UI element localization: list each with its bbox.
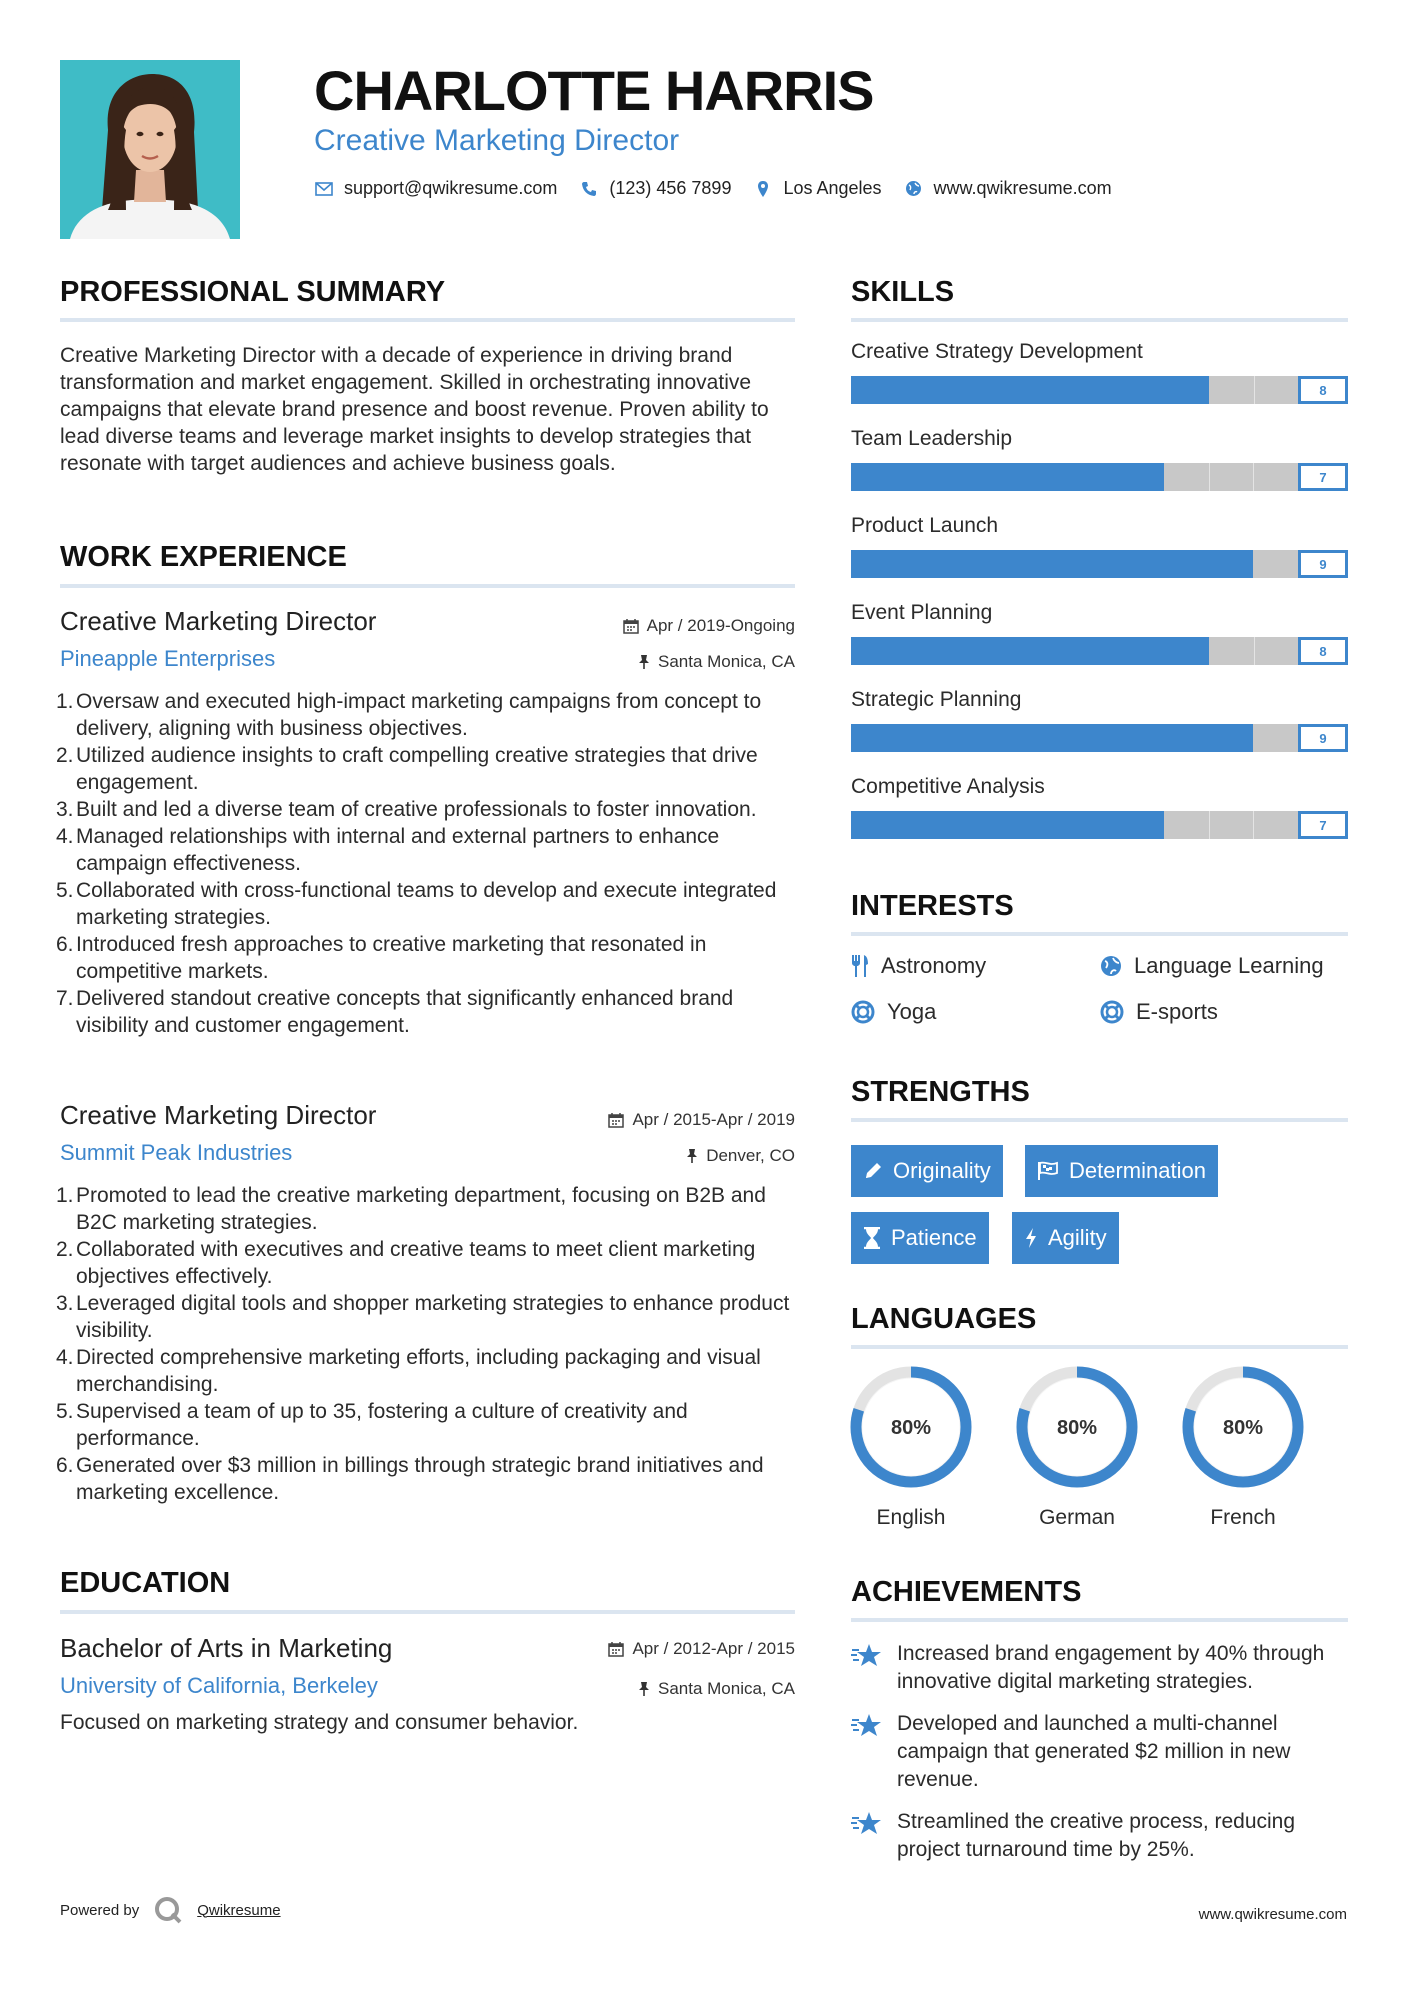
bullet-text: Promoted to lead the creative marketing department, focusing on B2B and B2C marketing strategies. [76, 1184, 766, 1234]
achievement-text: Increased brand engagement by 40% through innovative digital marketing strategies. [897, 1642, 1325, 1693]
interest-item-language-learning [1100, 953, 1324, 979]
skill-level-box: 7 [1298, 463, 1348, 491]
skill-bar-tick [1254, 637, 1255, 665]
experience-divider [60, 584, 795, 588]
skill-item [851, 514, 1348, 578]
skill-item [851, 427, 1348, 491]
skill-level-box: 7 [1298, 811, 1348, 839]
languages-list [849, 1365, 1349, 1535]
skill-bar [851, 724, 1348, 752]
skill-bar [851, 637, 1348, 665]
summary-text: Creative Marketing Director with a decade of experience in driving brand transformation and market engagement. Skilled in orchestrating innovative campaigns that elevate brand presence and boost revenue. Proven ability to lead diverse teams and leverage market insights to develop strategies that resonate with target audiences and achieve business goals. [60, 344, 769, 475]
list-item: 3. Leveraged digital tools and shopper marketing strategies to enhance product visibility. [56, 1290, 795, 1344]
list-item: 4. Managed relationships with internal and external partners to enhance campaign effectiveness. [56, 823, 795, 877]
job-dates [608, 1110, 795, 1130]
list-item: 6. Introduced fresh approaches to creative marketing that resonated in competitive markets. [56, 931, 795, 985]
skill-item [851, 688, 1348, 752]
skill-bar-fill [851, 376, 1209, 404]
list-item: 2. Collaborated with executives and creative teams to meet client marketing objectives effectively. [56, 1236, 795, 1290]
job-bullets [56, 688, 795, 1039]
job-location-text: Santa Monica, CA [657, 652, 795, 671]
skill-item [851, 601, 1348, 665]
language-item [1181, 1365, 1305, 1530]
company-name: Pineapple Enterprises [60, 646, 276, 671]
education-entry [60, 1633, 795, 1743]
star-icon [851, 1712, 883, 1740]
strength-badge-patience [851, 1212, 989, 1264]
bullet-text: Supervised a team of up to 35, fostering a culture of creativity and performance. [76, 1400, 688, 1450]
degree-title: Bachelor of Arts in Marketing [60, 1633, 393, 1663]
job-location [638, 652, 795, 672]
strength-badge-determination [1025, 1145, 1218, 1197]
language-percent: 80% [1056, 1417, 1098, 1439]
list-item: 2. Utilized audience insights to craft compelling creative strategies that drive engagement. [56, 742, 795, 796]
language-percent: 80% [890, 1417, 932, 1439]
language-name: French [1210, 1506, 1276, 1529]
skill-bar [851, 811, 1348, 839]
language-percent: 80% [1222, 1417, 1264, 1439]
flag-icon [1037, 1161, 1059, 1181]
skill-bar-fill [851, 724, 1253, 752]
skill-item [851, 775, 1348, 839]
globe-icon [904, 179, 924, 199]
interests-divider [851, 932, 1348, 936]
list-item: 1. Promoted to lead the creative marketing department, focusing on B2B and B2C marketing strategies. [56, 1182, 795, 1236]
job-dates-text: Apr / 2015-Apr / 2019 [632, 1110, 795, 1129]
list-item: 5. Collaborated with cross-functional teams to develop and execute integrated marketing strategies. [56, 877, 795, 931]
footer-powered-by [60, 1895, 281, 1925]
summary-divider [60, 318, 795, 322]
interest-label: Yoga [887, 999, 937, 1024]
skill-bar [851, 463, 1348, 491]
website-text: www.qwikresume.com [933, 178, 1112, 198]
contact-email[interactable] [314, 178, 557, 199]
list-item: 6. Generated over $3 million in billings through strategic brand initiatives and marketing excellence. [56, 1452, 795, 1506]
language-ring [1181, 1365, 1305, 1489]
bullet-text: Leveraged digital tools and shopper marketing strategies to enhance product visibility. [76, 1292, 790, 1342]
profile-photo [60, 60, 240, 239]
skill-name: Team Leadership [851, 427, 1013, 450]
achievements-heading: ACHIEVEMENTS [851, 1576, 1082, 1608]
skills-heading: SKILLS [851, 276, 955, 308]
skill-bar-fill [851, 550, 1253, 578]
education-dates [608, 1639, 795, 1659]
skill-name: Competitive Analysis [851, 775, 1045, 798]
location-text: Los Angeles [783, 178, 882, 198]
skill-bar-tick [1253, 811, 1254, 839]
skill-bar-fill [851, 811, 1164, 839]
achievement-text: Developed and launched a multi-channel campaign that generated $2 million in new revenue. [897, 1712, 1291, 1791]
skill-bar-tick [1209, 463, 1210, 491]
strength-badge-originality [851, 1145, 1003, 1197]
job-dates [623, 616, 795, 636]
interest-item-yoga [851, 999, 936, 1025]
brand-link[interactable]: Qwikresume [197, 1901, 281, 1919]
contact-website[interactable] [904, 178, 1112, 199]
list-item: 4. Directed comprehensive marketing efforts, including packaging and visual merchandising. [56, 1344, 795, 1398]
bolt-icon [1024, 1227, 1038, 1249]
skill-name: Creative Strategy Development [851, 340, 1143, 363]
languages-heading: LANGUAGES [851, 1303, 1037, 1335]
skill-name: Product Launch [851, 514, 999, 537]
skill-bar [851, 550, 1348, 578]
calendar-icon [623, 618, 639, 634]
contact-location [753, 178, 881, 199]
interests-heading: INTERESTS [851, 890, 1014, 922]
list-item: 3. Built and led a diverse team of creative professionals to foster innovation. [56, 798, 757, 821]
bullet-text: Collaborated with cross-functional teams to develop and execute integrated marketing strategies. [76, 879, 777, 929]
education-location [638, 1679, 795, 1699]
job-title: Creative Marketing Director [60, 606, 377, 636]
list-item: 7. Delivered standout creative concepts that significantly enhanced brand visibility and customer engagement. [56, 985, 795, 1039]
job-title: Creative Marketing Director [60, 1100, 377, 1130]
pushpin-icon [686, 1148, 698, 1164]
skills-divider [851, 318, 1348, 322]
skill-bar-remaining [1209, 376, 1298, 404]
map-pin-icon [753, 179, 773, 199]
skill-bar-tick [1254, 376, 1255, 404]
email-text: support@qwikresume.com [344, 178, 558, 198]
pencil-icon [863, 1161, 883, 1181]
language-item [849, 1365, 973, 1530]
skill-item [851, 340, 1348, 404]
interest-label: E-sports [1136, 999, 1218, 1024]
language-ring [849, 1365, 973, 1489]
calendar-icon [608, 1112, 624, 1128]
job-location [686, 1146, 795, 1166]
skill-name: Event Planning [851, 601, 993, 624]
strength-label: Agility [1048, 1225, 1107, 1250]
interest-item-esports [1100, 999, 1218, 1025]
interest-item-astronomy [851, 953, 986, 979]
achievements-list [851, 1640, 1348, 1864]
bullet-text: Built and led a diverse team of creative professionals to foster innovation. [76, 798, 757, 821]
language-item [1015, 1365, 1139, 1530]
skill-bar-tick [1253, 463, 1254, 491]
strengths-heading: STRENGTHS [851, 1076, 1030, 1108]
bullet-text: Managed relationships with internal and external partners to enhance campaign effectiveness. [76, 825, 720, 875]
bullet-text: Generated over $3 million in billings through strategic brand initiatives and marketing excellence. [76, 1454, 764, 1504]
achievement-item [851, 1710, 1348, 1794]
footer-website[interactable]: www.qwikresume.com [1198, 1906, 1347, 1923]
job-location-text: Denver, CO [706, 1146, 795, 1165]
job-bullets [56, 1182, 795, 1506]
education-dates-text: Apr / 2012-Apr / 2015 [632, 1639, 795, 1658]
strength-label: Patience [891, 1225, 977, 1250]
achievements-divider [851, 1618, 1348, 1622]
skill-level-box: 8 [1298, 376, 1348, 404]
interest-label: Astronomy [881, 953, 987, 978]
candidate-title: Creative Marketing Director [314, 124, 680, 157]
strengths-divider [851, 1118, 1348, 1122]
skill-level-box: 9 [1298, 724, 1348, 752]
list-item: 5. Supervised a team of up to 35, fostering a culture of creativity and performance. [56, 1398, 795, 1452]
utensils-icon [851, 954, 869, 978]
skill-name: Strategic Planning [851, 688, 1022, 711]
languages-divider [851, 1345, 1348, 1349]
candidate-name: CHARLOTTE HARRIS [314, 59, 874, 122]
job-dates-text: Apr / 2019-Ongoing [646, 616, 795, 635]
language-name: English [876, 1506, 946, 1529]
skill-bar [851, 376, 1348, 404]
powered-by-text: Powered by [60, 1901, 140, 1919]
pushpin-icon [638, 1681, 650, 1697]
contact-phone[interactable] [579, 178, 731, 199]
bullet-text: Oversaw and executed high-impact marketing campaigns from concept to delivery, aligning with business objectives. [76, 690, 762, 740]
portrait-image [60, 60, 240, 239]
skill-bar-fill [851, 463, 1164, 491]
school-name: University of California, Berkeley [60, 1673, 378, 1698]
skill-level-box: 8 [1298, 637, 1348, 665]
experience-heading: WORK EXPERIENCE [60, 541, 347, 573]
skill-bar-remaining [1164, 463, 1298, 491]
bullet-text: Directed comprehensive marketing efforts, including packaging and visual merchandising. [76, 1346, 761, 1396]
education-location-text: Santa Monica, CA [657, 1679, 795, 1698]
skill-bar-remaining [1209, 637, 1298, 665]
bullet-text: Introduced fresh approaches to creative marketing that resonated in competitive markets. [76, 933, 707, 983]
education-heading: EDUCATION [60, 1567, 231, 1599]
education-divider [60, 1610, 795, 1614]
strength-badge-agility [1012, 1212, 1119, 1264]
star-icon [851, 1810, 883, 1838]
envelope-icon [314, 179, 334, 199]
achievement-text: Streamlined the creative process, reducing project turnaround time by 25%. [897, 1810, 1296, 1861]
bullet-text: Delivered standout creative concepts that significantly enhanced brand visibility and customer engagement. [76, 987, 734, 1037]
summary-heading: PROFESSIONAL SUMMARY [60, 276, 446, 308]
skill-bar-remaining [1253, 550, 1298, 578]
skill-bar-tick [1209, 811, 1210, 839]
star-icon [851, 1642, 883, 1670]
language-name: German [1039, 1506, 1115, 1529]
lifebuoy-icon [851, 1000, 875, 1024]
lifebuoy-icon [1100, 1000, 1124, 1024]
strength-label: Determination [1069, 1158, 1206, 1183]
phone-icon [579, 179, 599, 199]
phone-text: (123) 456 7899 [609, 178, 732, 198]
company-name: Summit Peak Industries [60, 1140, 293, 1165]
globe-icon [1100, 955, 1122, 977]
strength-label: Originality [893, 1158, 991, 1183]
achievement-item [851, 1808, 1348, 1864]
skill-bar-remaining [1164, 811, 1298, 839]
bullet-text: Collaborated with executives and creative teams to meet client marketing objectives effectively. [76, 1238, 756, 1288]
list-item: 1. Oversaw and executed high-impact marketing campaigns from concept to delivery, aligning with business objectives. [56, 688, 795, 742]
bullet-text: Utilized audience insights to craft compelling creative strategies that drive engagement. [76, 744, 758, 794]
achievement-item [851, 1640, 1348, 1696]
pushpin-icon [638, 654, 650, 670]
education-description: Focused on marketing strategy and consumer behavior. [60, 1711, 579, 1734]
hourglass-icon [863, 1227, 881, 1249]
contact-bar [314, 178, 1134, 199]
skill-level-box: 9 [1298, 550, 1348, 578]
qwikresume-logo-icon [153, 1895, 183, 1925]
interest-label: Language Learning [1134, 953, 1324, 978]
skill-bar-fill [851, 637, 1209, 665]
language-ring [1015, 1365, 1139, 1489]
calendar-icon [608, 1641, 624, 1657]
skill-bar-remaining [1253, 724, 1298, 752]
